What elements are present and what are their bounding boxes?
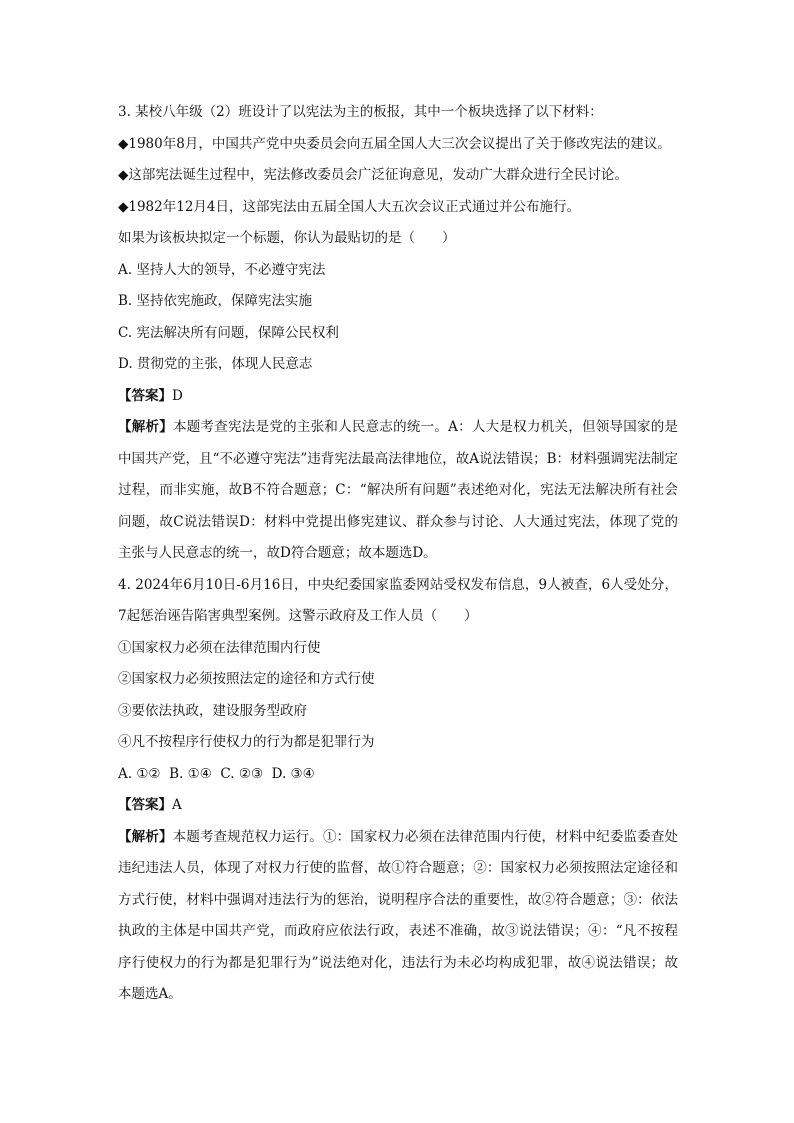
question-4-analysis xyxy=(118,822,678,1011)
question-4-options: A. ①② B. ①④ C. ②③ D. ③④ xyxy=(118,765,315,782)
answer-value: D xyxy=(172,387,183,404)
question-3-option-a: A. 坚持人大的领导，不必遵守宪法 xyxy=(118,261,326,278)
answer-tag: 【答案】 xyxy=(118,797,172,813)
question-4-item-1: ①国家权力必须在法律范围内行使 xyxy=(118,639,321,656)
question-3-material-3: ◆1982年12月4日，这部宪法由五届全国人大五次会议正式通过并公布施行。 xyxy=(118,198,581,215)
question-3-option-c: C. 宪法解决所有问题，保障公民权利 xyxy=(118,324,339,341)
analysis-tag: 【解析】 xyxy=(118,828,173,845)
question-3-material-2: ◆这部宪法诞生过程中，宪法修改委员会广泛征询意见，发动广大群众进行全民讨论。 xyxy=(118,167,628,183)
question-4-answer xyxy=(118,790,678,822)
question-3-material-1: ◆1980年8月，中国共产党中央委员会向五届全国人大三次会议提出了关于修改宪法的建议。 xyxy=(118,135,671,152)
question-4-item-4: ④凡不按程序行使权力的行为都是犯罪行为 xyxy=(118,734,375,750)
document-page xyxy=(118,97,678,1011)
question-3-option-b: B. 坚持依宪施政，保障宪法实施 xyxy=(118,293,313,309)
question-3-answer xyxy=(118,381,678,413)
question-4-stem: 4. 2024年6月10日-6月16日，中央纪委国家监委网站受权发布信息，9人被查，6人受处分，7起惩治诬告陷害典型案例。这警示政府及工作人员（ ） xyxy=(118,576,678,624)
analysis-text: 本题考查宪法是党的主张和人民意志的统一。A：人大是权力机关，但领导国家的是中国共产党，且“不必遵守宪法”违背宪法最高法律地位，故A说法错误；B：材料强调宪法制定过程，而非实施，故B不符合题意；C：“解决所有问题”表述绝对化，宪法无法解决所有社会问题，故C说法错误D：材料中党提出修宪建议、群众参与讨论、人大通过宪法，体现了党的主张与人民意志的统一，故D符合题意；故本题选D。 xyxy=(118,419,679,561)
analysis-tag: 【解析】 xyxy=(118,419,174,435)
analysis-text: 本题考查规范权力运行。①：国家权力必须在法律范围内行使，材料中纪委监委查处违纪违法人员，体现了对权力行使的监督，故①符合题意；②：国家权力必须按照法定途径和方式行使，材料中强调对违法行为的惩治，说明程序合法的重要性，故②符合题意；③：依法执政的主体是中国共产党，而政府应依法行政，表述不准确，故③说法错误；④：“凡不按程序行使权力的行为都是犯罪行为”说法绝对化，违法行为未必均构成犯罪，故④说法错误；故本题选A。 xyxy=(118,828,679,1002)
answer-value: A xyxy=(172,797,182,813)
question-3-option-d: D. 贯彻党的主张，体现人民意志 xyxy=(118,356,313,372)
question-3-analysis xyxy=(118,412,678,570)
question-4-item-3: ③要依法执政，建设服务型政府 xyxy=(118,702,307,719)
answer-tag: 【答案】 xyxy=(118,387,172,404)
question-3-prompt: 如果为该板块拟定一个标题，你认为最贴切的是（ ） xyxy=(118,230,456,246)
question-3-stem: 3. 某校八年级（2）班设计了以宪法为主的板报，其中一个板块选择了以下材料： xyxy=(118,104,603,120)
question-4-item-2: ②国家权力必须按照法定的途径和方式行使 xyxy=(118,671,375,687)
